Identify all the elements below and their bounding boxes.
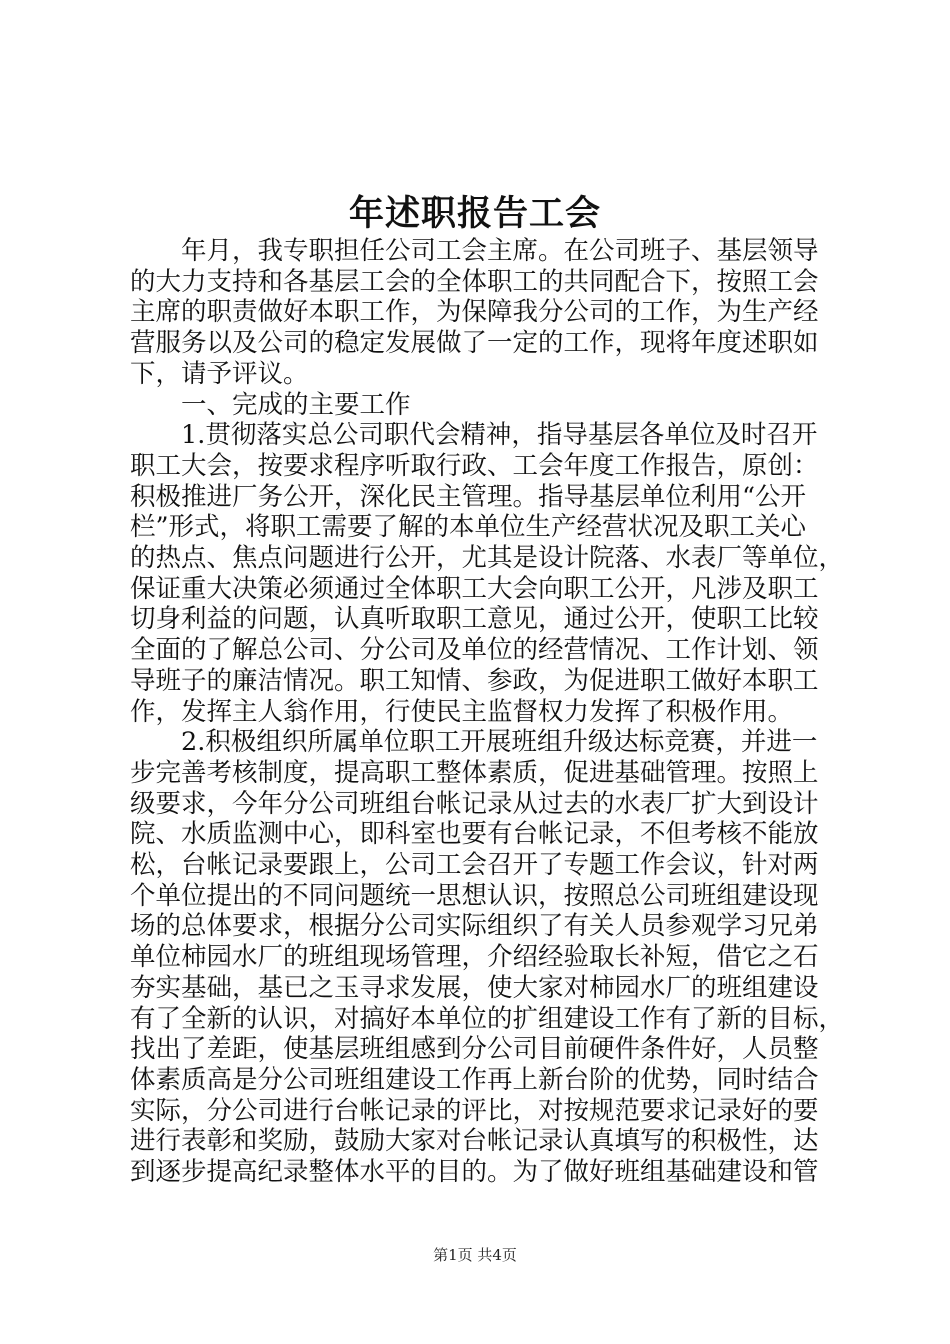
body-line: 栏”形式，将职工需要了解的本单位生产经营状况及职工关心 xyxy=(130,512,807,543)
section-heading: 一、完成的主要工作 xyxy=(181,389,411,420)
body-line: 切身利益的问题，认真听取职工意见，通过公开，使职工比较 xyxy=(130,604,819,635)
body-line: 实际，分公司进行台帐记录的评比，对按规范要求记录好的要 xyxy=(130,1095,819,1126)
body-line: 个单位提出的不同问题统一思想认识，按照总公司班组建设现 xyxy=(130,880,819,911)
body-line: 体素质高是分公司班组建设工作再上新台阶的优势，同时结合 xyxy=(130,1064,819,1095)
body-line: 2.积极组织所属单位职工开展班组升级达标竞赛，并进一 xyxy=(181,727,818,758)
document-title: 年述职报告工会 xyxy=(348,193,601,234)
body-line: 作，发挥主人翁作用，行使民主监督权力发挥了积极作用。 xyxy=(130,696,794,727)
document-body xyxy=(130,236,845,1188)
body-line: 营服务以及公司的稳定发展做了一定的工作，现将年度述职如 xyxy=(130,328,819,359)
body-line: 院、水质监测中心，即科室也要有台帐记录，不但考核不能放 xyxy=(130,819,819,850)
body-line: 步完善考核制度，提高职工整体素质，促进基础管理。按照上 xyxy=(130,757,819,788)
body-line: 全面的了解总公司、分公司及单位的经营情况、工作计划、领 xyxy=(130,635,819,666)
body-line: 职工大会，按要求程序听取行政、工会年度工作报告，原创： xyxy=(130,450,819,481)
body-line: 松，台帐记录要跟上，公司工会召开了专题工作会议，针对两 xyxy=(130,850,819,881)
body-line: 找出了差距，使基层班组感到分公司目前硬件条件好，人员整 xyxy=(130,1034,819,1065)
body-line: 夯实基础，基已之玉寻求发展，使大家对柿园水厂的班组建设 xyxy=(130,972,819,1003)
body-line: 的大力支持和各基层工会的全体职工的共同配合下，按照工会 xyxy=(130,266,819,297)
body-line: 保证重大决策必须通过全体职工大会向职工公开，凡涉及职工 xyxy=(130,573,819,604)
body-line: 主席的职责做好本职工作，为保障我分公司的工作，为生产经 xyxy=(130,297,819,328)
page-number: 第1页 共4页 xyxy=(433,1246,517,1264)
body-line: 到逐步提高纪录整体水平的目的。为了做好班组基础建设和管 xyxy=(130,1157,819,1188)
body-line: 有了全新的认识，对搞好本单位的扩组建设工作有了新的目标， xyxy=(130,1003,845,1034)
body-line: 单位柿园水厂的班组现场管理，介绍经验取长补短，借它之石 xyxy=(130,942,819,973)
body-line: 级要求，今年分公司班组台帐记录从过去的水表厂扩大到设计 xyxy=(130,788,819,819)
body-line: 年月，我专职担任公司工会主席。在公司班子、基层领导 xyxy=(181,236,819,266)
body-line: 下，请予评议。 xyxy=(130,358,309,389)
body-line: 积极推进厂务公开，深化民主管理。指导基层单位利用“公开 xyxy=(130,481,807,512)
body-line: 导班子的廉洁情况。职工知情、参政，为促进职工做好本职工 xyxy=(130,665,819,696)
body-line: 进行表彰和奖励，鼓励大家对台帐记录认真填写的积极性，达 xyxy=(130,1126,819,1157)
body-line: 1.贯彻落实总公司职代会精神，指导基层各单位及时召开 xyxy=(181,420,818,451)
body-line: 的热点、焦点问题进行公开，尤其是设计院落、水表厂等单位， xyxy=(130,543,845,574)
body-line: 场的总体要求，根据分公司实际组织了有关人员参观学习兄弟 xyxy=(130,911,819,942)
